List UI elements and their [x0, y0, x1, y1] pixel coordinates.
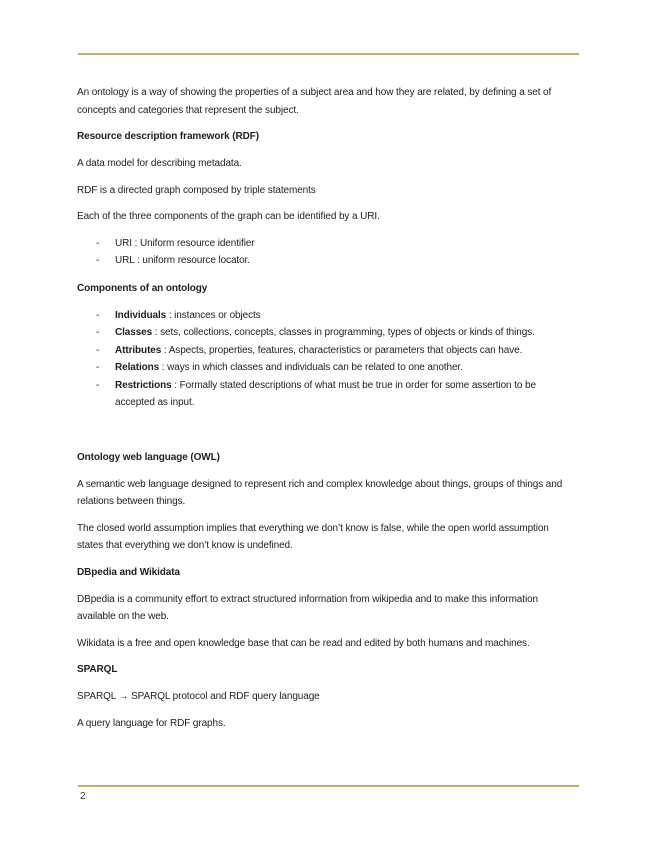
list-item-term: Classes — [115, 327, 153, 338]
dash-bullet: - — [96, 255, 100, 266]
page-content — [77, 84, 572, 741]
rdf-paragraph-2: RDF is a directed graph composed by triple statements — [77, 184, 316, 196]
list-item-term: Restrictions — [115, 379, 172, 391]
components-heading: Components of an ontology — [77, 282, 208, 294]
list-item — [77, 342, 572, 360]
dbpedia-paragraph-1: DBpedia is a community effort to extract structured information from wikipedia and to make this information available on the web. — [77, 593, 538, 622]
components-list — [77, 307, 572, 412]
list-item-text: : sets, collections, concepts, classes in programming, types of objects or kinds of things. — [152, 327, 535, 338]
owl-paragraph-2: The closed world assumption implies that everything we don’t know is false, while the open world assumption states that everything we don’t know is undefined. — [77, 522, 549, 551]
list-item-text: : instances or objects — [166, 309, 261, 321]
list-item — [77, 252, 572, 270]
list-item — [77, 235, 572, 253]
sparql-heading: SPARQL — [77, 664, 118, 675]
list-item-text: URL : uniform resource locator. — [115, 255, 250, 266]
list-item-text: URI : Uniform resource identifier — [115, 237, 255, 249]
list-item-text: : Aspects, properties, features, characteristics or parameters that objects can have. — [161, 344, 523, 356]
section-spacer — [77, 422, 572, 449]
owl-paragraph-1: A semantic web language designed to represent rich and complex knowledge about things, groups of things and relations between things. — [77, 478, 563, 507]
list-item — [77, 359, 572, 377]
dbpedia-paragraph-2: Wikidata is a free and open knowledge base that can be read and edited by both humans and machines. — [77, 637, 530, 649]
dash-bullet: - — [96, 237, 100, 249]
page-number: 2 — [80, 791, 86, 802]
dash-bullet: - — [96, 309, 100, 321]
list-item — [77, 324, 572, 342]
list-item-text: : Formally stated descriptions of what must be true in order for some assertion to be accepted as input. — [115, 379, 536, 408]
list-item-term: Individuals — [115, 309, 167, 321]
list-item-text: : ways in which classes and individuals can be related to one another. — [159, 362, 463, 373]
dash-bullet: - — [96, 379, 100, 391]
dash-bullet: - — [96, 327, 100, 338]
rdf-paragraph-1: A data model for describing metadata. — [77, 158, 242, 169]
list-item — [77, 377, 572, 412]
dash-bullet: - — [96, 362, 100, 373]
list-item-term: Attributes — [115, 344, 162, 356]
intro-paragraph: An ontology is a way of showing the properties of a subject area and how they are related, by defining a set of concepts and categories that represent the subject. — [77, 87, 552, 116]
dash-bullet: - — [96, 344, 100, 356]
owl-heading: Ontology web language (OWL) — [77, 451, 220, 463]
sparql-paragraph-1: SPARQL → SPARQL protocol and RDF query language — [77, 691, 320, 702]
rdf-list — [77, 235, 572, 270]
header-rule — [78, 53, 579, 55]
dbpedia-heading: DBpedia and Wikidata — [77, 566, 180, 578]
footer-rule — [78, 785, 579, 787]
rdf-heading: Resource description framework (RDF) — [77, 131, 259, 142]
sparql-paragraph-2: A query language for RDF graphs. — [77, 717, 226, 729]
list-item-term: Relations — [115, 362, 160, 373]
rdf-paragraph-3: Each of the three components of the graph can be identified by a URI. — [77, 211, 380, 222]
list-item — [77, 307, 572, 325]
